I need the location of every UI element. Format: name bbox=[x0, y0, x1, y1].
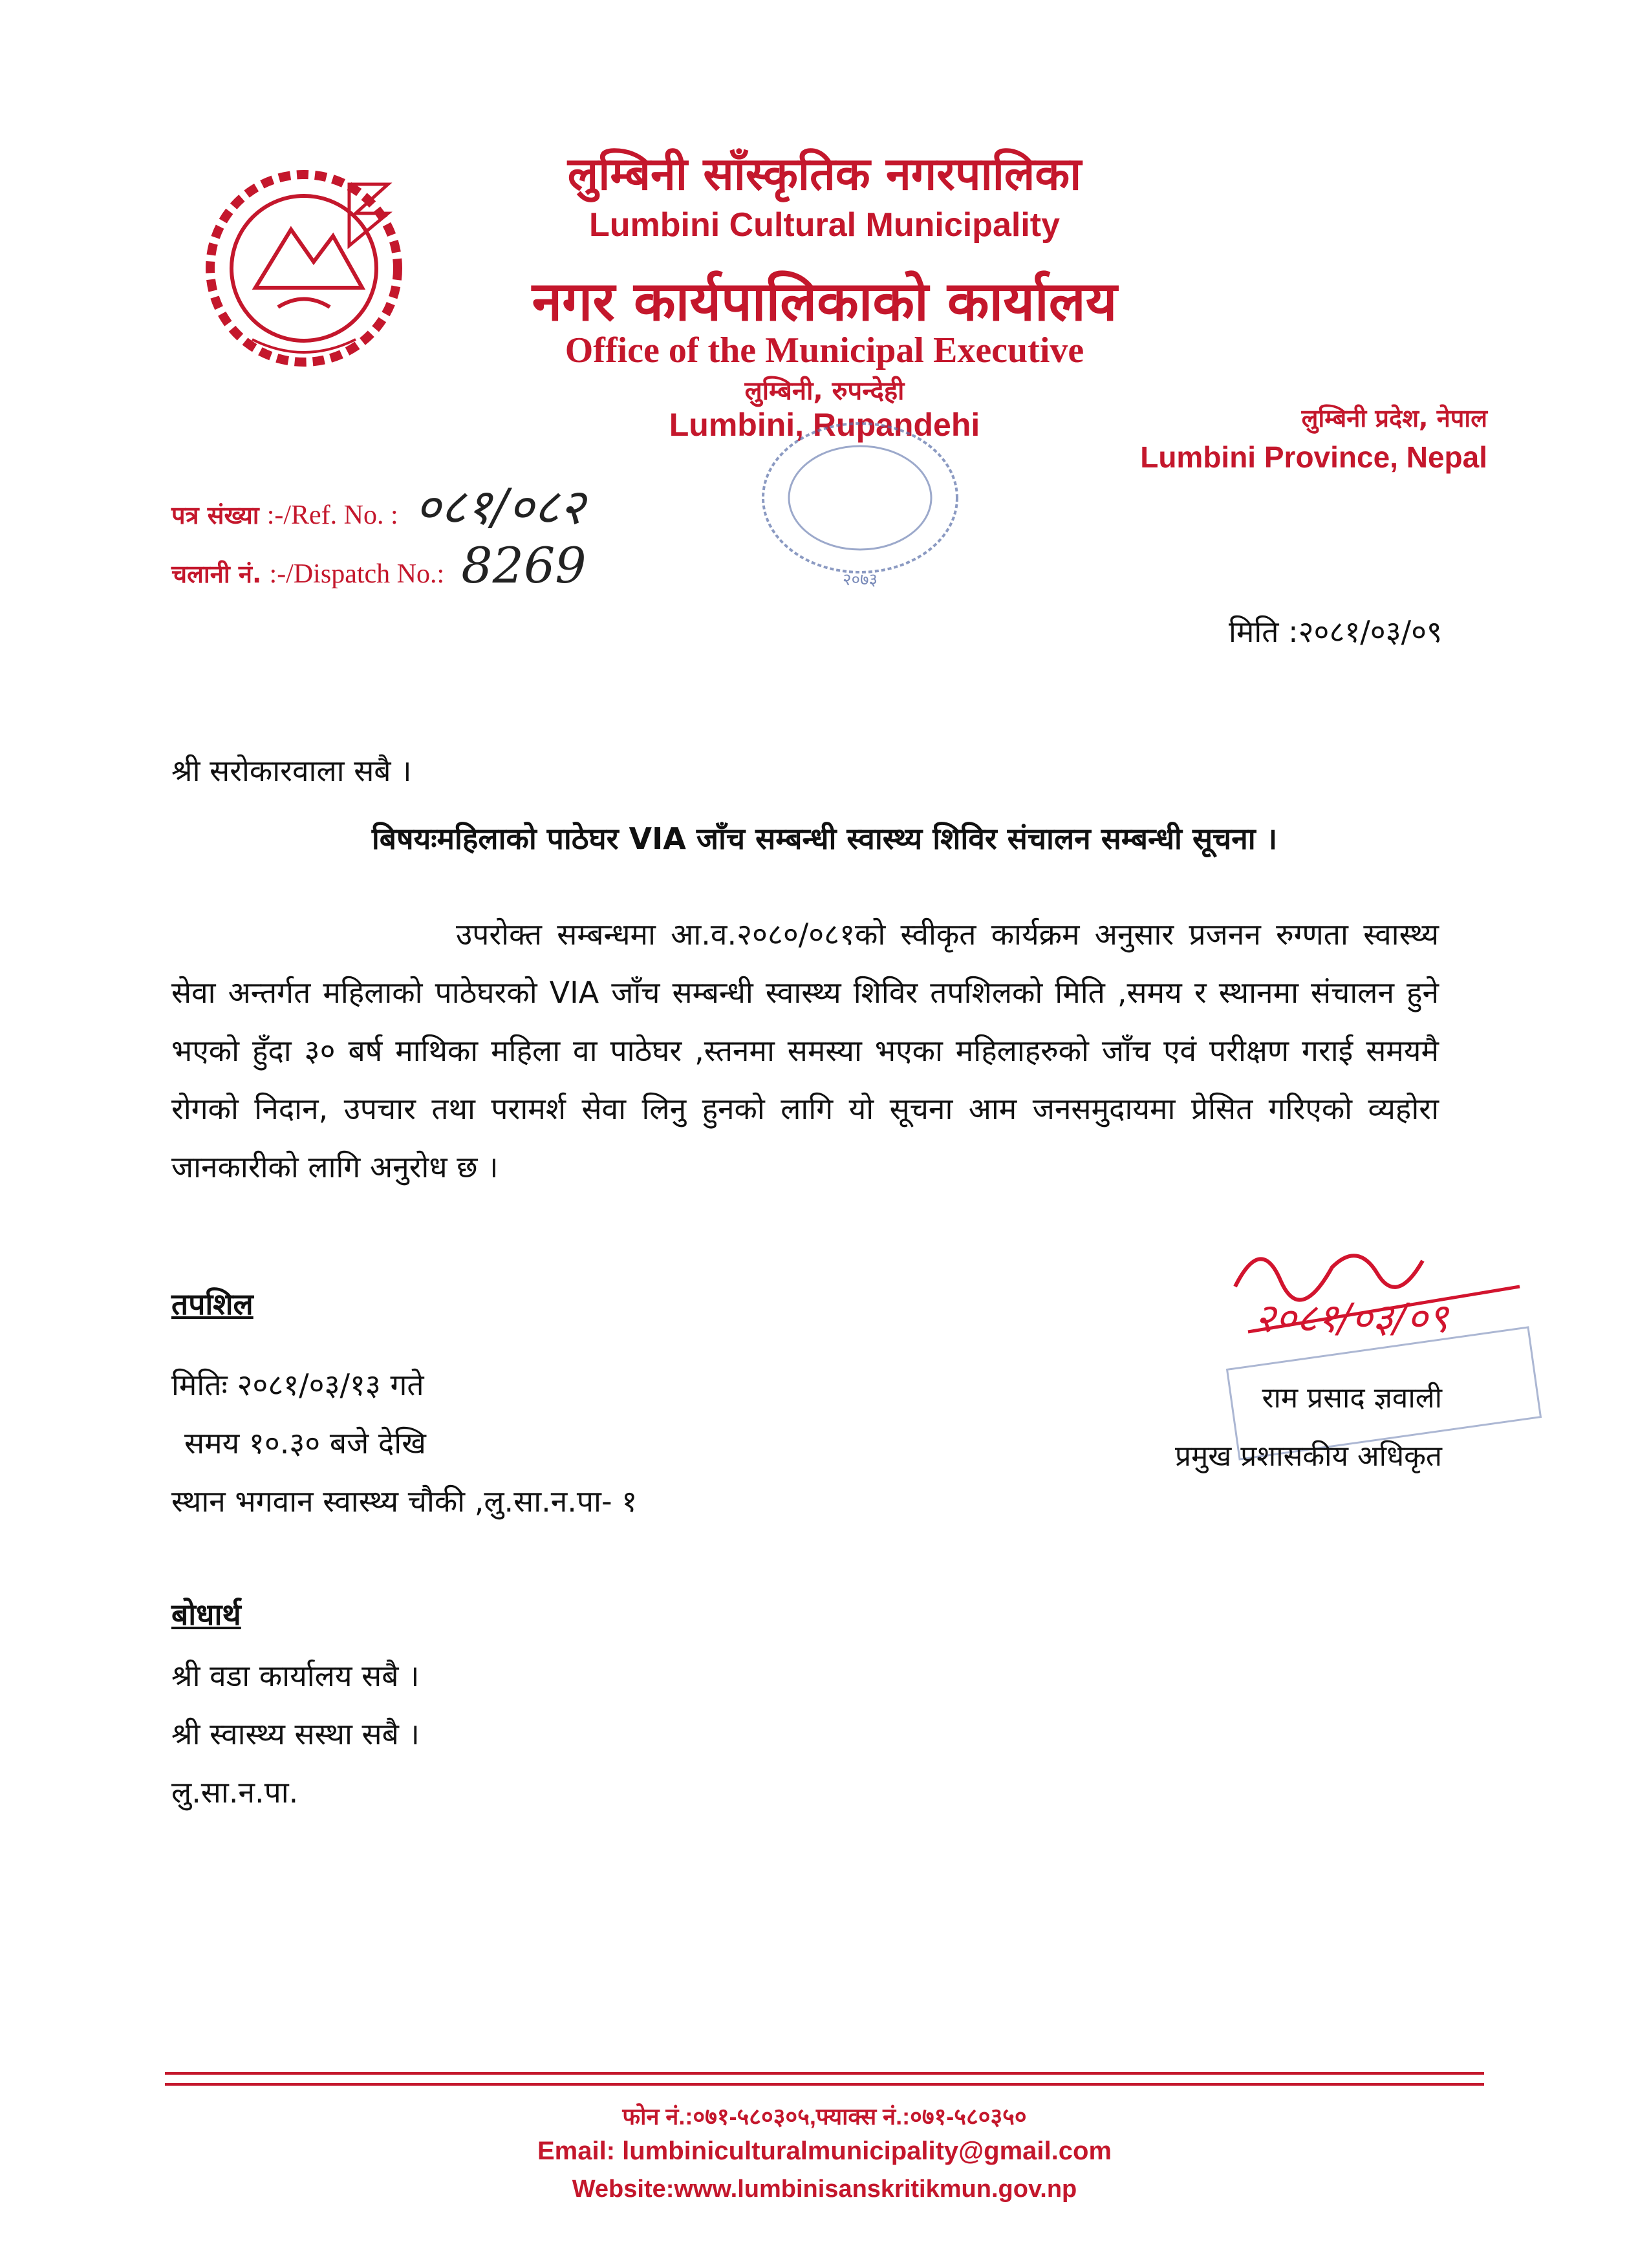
footer-rule-top bbox=[165, 2072, 1484, 2075]
subject-line: बिषयःमहिलाको पाठेघर VIA जाँच सम्बन्धी स्वास्थ्य शिविर संचालन सम्बन्धी सूचना । bbox=[371, 821, 1278, 856]
province-english: Lumbini Province, Nepal bbox=[1140, 440, 1487, 474]
office-name-nepali: नगर कार्यपालिकाको कार्यालय bbox=[532, 270, 1117, 333]
details-place: स्थान भगवान स्वास्थ्य चौकी ,लु.सा.न.पा- १ bbox=[171, 1484, 638, 1519]
cc-item: श्री वडा कार्यालय सबै । bbox=[171, 1658, 420, 1693]
dispatch-label-english: :-/Dispatch No.: bbox=[269, 559, 445, 589]
addressee: श्री सरोकारवाला सबै । bbox=[171, 753, 412, 788]
svg-text:२०७३: २०७३ bbox=[842, 570, 878, 590]
details-date: मितिः २०८१/०३/१३ गते bbox=[171, 1367, 424, 1402]
location-nepali: लुम्बिनी, रुपन्देही bbox=[744, 376, 905, 406]
municipality-name-nepali: लुम्बिनी साँस्कृतिक नगरपालिका bbox=[567, 147, 1082, 200]
office-seal-stamp bbox=[750, 420, 970, 614]
footer-email: Email: lumbiniculturalmunicipality@gmail.com bbox=[537, 2137, 1112, 2165]
signatory-name: राम प्रसाद ज्ञवाली bbox=[1262, 1382, 1442, 1415]
letter-date: मिति :२०८१/०३/०९ bbox=[1228, 614, 1442, 649]
province-nepali: लुम्बिनी प्रदेश, नेपाल bbox=[1301, 404, 1487, 433]
footer-phone: फोन नं.:०७१-५८०३०५,फ्याक्स नं.:०७१-५८०३५० bbox=[622, 2103, 1027, 2130]
footer-website: Website:www.lumbinisanskritikmun.gov.np bbox=[572, 2176, 1077, 2203]
footer-rule-bottom bbox=[165, 2083, 1484, 2086]
body-paragraph: उपरोक्त सम्बन्धमा आ.व.२०८०/०८१को स्वीकृत कार्यक्रम अनुसार प्रजनन रुग्णता स्वास्थ्य सेवा अन्तर्गत महिलाको पाठेघरको VIA जाँच सम्बन्धी स्वास्थ्य शिविर तपशिलको मिति ,समय र स्थानमा संचालन हुने भएको हुँदा ३० बर्ष माथिका महिला वा पाठेघर ,स्तनमा समस्या भएका महिलाहरुको जाँच एवं परीक्षण गराई समयमै रोगको निदान, उपचार तथा परामर्श सेवा लिनु हुनको लागि यो सूचना आम जनसमुदायमा प्रेसित गरिएको व्यहोरा जानकारीको लागि अनुरोध छ । bbox=[171, 917, 1439, 1184]
cc-item: श्री स्वास्थ्य सस्था सबै । bbox=[171, 1717, 420, 1751]
details-time: समय १०.३० बजे देखि bbox=[184, 1426, 426, 1460]
cc-item: लु.सा.न.पा. bbox=[171, 1775, 299, 1810]
signature-date: २०८१/०३/०९ bbox=[1255, 1294, 1449, 1342]
ref-number-value: ०८१/०८२ bbox=[415, 478, 585, 535]
signatory-designation: प्रमुख प्रशासकीय अधिकृत bbox=[1174, 1440, 1442, 1473]
ref-label-nepali: पत्र संख्या bbox=[171, 501, 259, 530]
office-name-english: Office of the Municipal Executive bbox=[565, 330, 1084, 370]
ref-label-english: :-/Ref. No. : bbox=[266, 500, 398, 530]
municipality-name-english: Lumbini Cultural Municipality bbox=[589, 206, 1060, 244]
dispatch-number-value: 8269 bbox=[461, 537, 587, 594]
dispatch-number-row bbox=[171, 537, 587, 594]
cc-heading: बोधार्थ bbox=[171, 1597, 241, 1632]
location-english: Lumbini, Rupandehi bbox=[669, 407, 980, 443]
reference-number-row bbox=[171, 472, 585, 539]
dispatch-label-nepali: चलानी नं. bbox=[171, 560, 262, 588]
details-heading: तपशिल bbox=[171, 1287, 253, 1321]
